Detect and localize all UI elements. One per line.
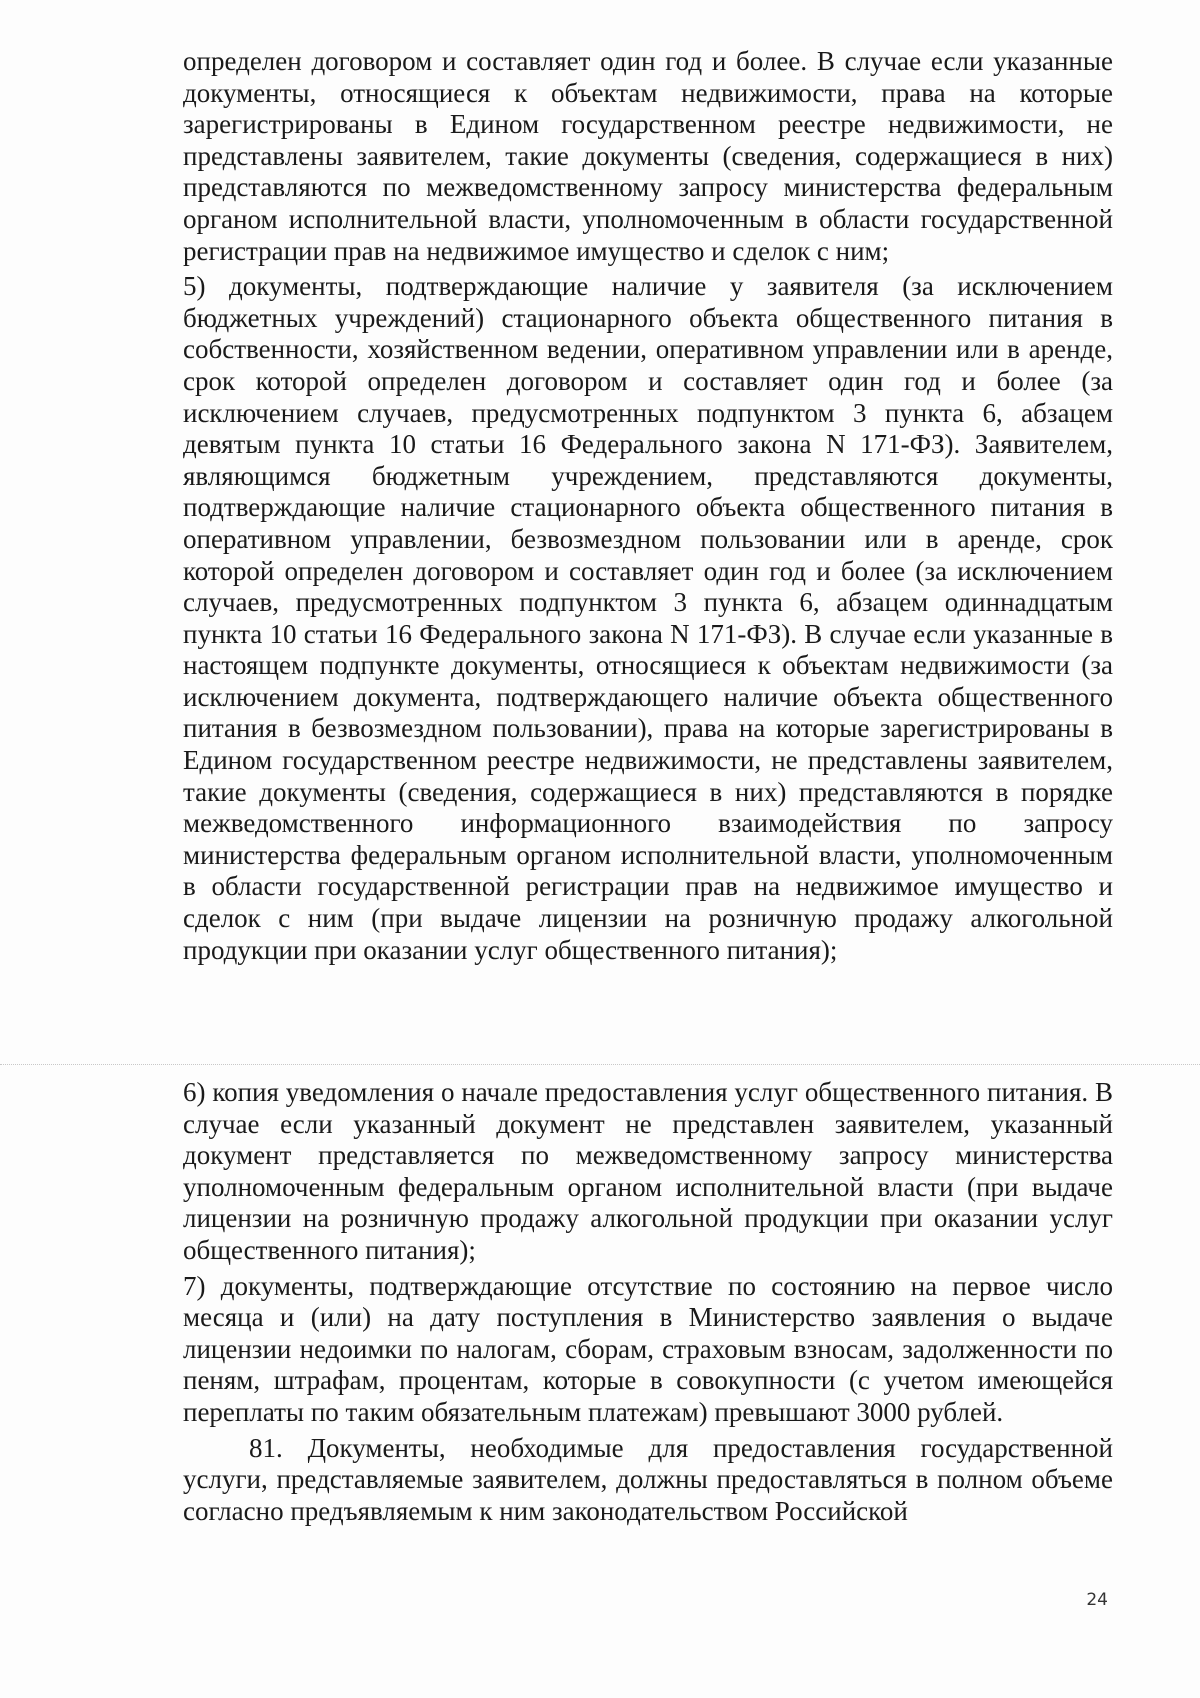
paragraph-81: 81. Документы, необходимые для предоставления государственной услуги, представляемые заявителем, должны предоставляться в полном объеме согласно предъявляемым к ним законодательством Российской [183, 1432, 1113, 1526]
scan-fold-line [0, 1064, 1200, 1065]
paragraph-item-7: 7) документы, подтверждающие отсутствие по состоянию на первое число месяца и (или) на дату поступления в Министерство заявления о выдаче лицензии недоимки по налогам, сборам, страховым взносам, задолженности по пеням, штрафам, процентам, которые в совокупности (с учетом имеющейся переплаты по таким обязательным платежам) превышают 3000 рублей. [183, 1270, 1113, 1427]
paragraph-item-5: 5) документы, подтверждающие наличие у заявителя (за исключением бюджетных учреждений) стационарного объекта общественного питания в собственности, хозяйственном ведении, оперативном управлении или в аренде, срок которой определен договором и составляет один год и более (за исключением случаев, предусмотренных подпунктом 3 пункта 6, абзацем девятым пункта 10 статьи 16 Федерального закона N 171-ФЗ). Заявителем, являющимся бюджетным учреждением, представляются документы, подтверждающие наличие стационарного объекта общественного питания в оперативном управлении, безвозмездном пользовании или в аренде, срок которой определен договором и составляет один год и более (за исключением случаев, предусмотренных подпунктом 3 пункта 6, абзацем одиннадцатым пункта 10 статьи 16 Федерального закона N 171-ФЗ). В случае если указанные в настоящем подпункте документы, относящиеся к объектам недвижимости (за исключением документа, подтверждающего наличие объекта общественного питания в безвозмездном пользовании), права на которые зарегистрированы в Едином государственном реестре недвижимости, не представлены заявителем, такие документы (сведения, содержащиеся в них) представляются в порядке межведомственного информационного взаимодействия по запросу министерства федеральным органом исполнительной власти, уполномоченным в области государственной регистрации прав на недвижимое имущество и сделок с ним (при выдаче лицензии на розничную продажу алкогольной продукции при оказании услуг общественного питания); [183, 271, 1113, 965]
paragraph-continuation: определен договором и составляет один год и более. В случае если указанные документы, относящиеся к объектам недвижимости, права на которые зарегистрированы в Едином государственном реестре недвижимости, не представлены заявителем, такие документы (сведения, содержащиеся в них) представляются по межведомственному запросу министерства федеральным органом исполнительной власти, уполномоченным в области государственной регистрации прав на недвижимое имущество и сделок с ним; [183, 46, 1113, 266]
page-number: 24 [1086, 1590, 1108, 1610]
paragraph-item-6: 6) копия уведомления о начале предоставления услуг общественного питания. В случае если указанный документ не представлен заявителем, указанный документ представляется по межведомственному запросу министерства уполномоченным федеральным органом исполнительной власти (при выдаче лицензии на розничную продажу алкогольной продукции при оказании услуг общественного питания); [183, 1077, 1113, 1265]
text-block-lower [183, 1077, 1113, 1527]
text-block-upper [183, 46, 1113, 966]
